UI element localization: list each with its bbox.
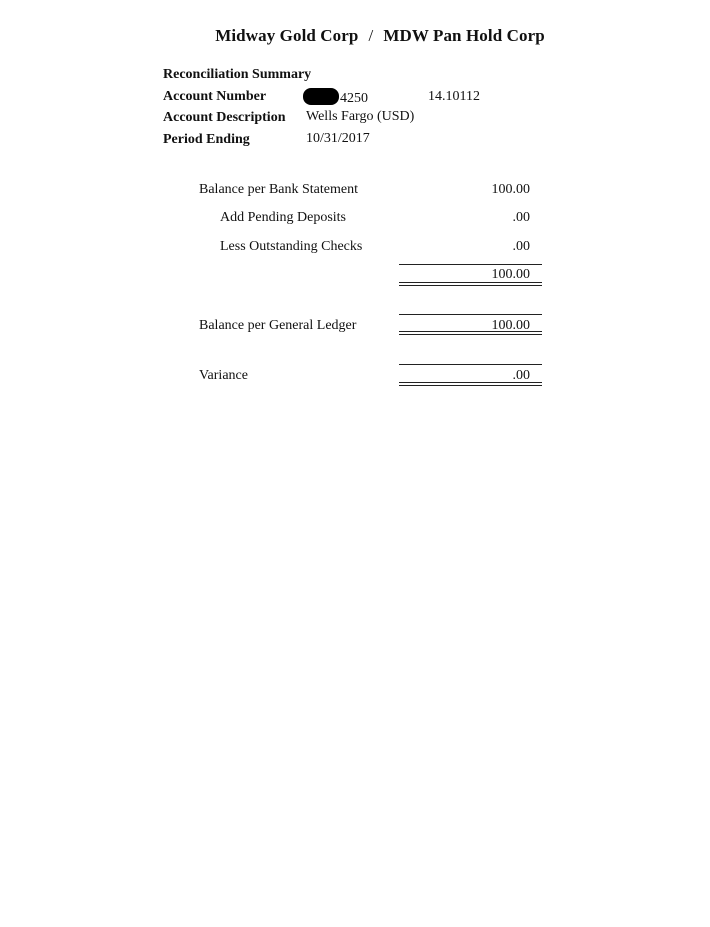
account-description-label: Account Description: [163, 110, 286, 125]
period-ending-label: Period Ending: [163, 132, 250, 147]
pending-deposits-amount: .00: [512, 210, 530, 225]
general-ledger-amount: 100.00: [491, 318, 530, 333]
outstanding-checks-amount: .00: [512, 239, 530, 254]
variance-top-rule: [399, 364, 542, 365]
total-double-rule: [399, 282, 542, 286]
pending-deposits-label: Add Pending Deposits: [220, 210, 346, 225]
subsidiary-name: MDW Pan Hold Corp: [383, 26, 545, 45]
outstanding-checks-label: Less Outstanding Checks: [220, 239, 363, 254]
variance-amount: .00: [512, 368, 530, 383]
period-ending-value: 10/31/2017: [306, 131, 370, 146]
title-separator: /: [368, 26, 374, 45]
account-number-value: [303, 88, 368, 107]
bank-statement-amount: 100.00: [491, 182, 530, 197]
variance-double-rule: [399, 382, 542, 386]
redaction-mark: [303, 88, 339, 105]
adjusted-bank-total: 100.00: [491, 267, 530, 282]
ledger-top-rule: [399, 314, 542, 315]
bank-statement-label: Balance per Bank Statement: [199, 182, 358, 197]
account-number-label: Account Number: [163, 89, 267, 104]
general-ledger-label: Balance per General Ledger: [199, 318, 357, 333]
report-title: [0, 26, 710, 46]
subtotal-rule: [399, 264, 542, 265]
account-code: 14.10112: [428, 89, 480, 104]
account-description-value: Wells Fargo (USD): [306, 109, 415, 124]
summary-heading: Reconciliation Summary: [163, 67, 312, 82]
variance-label: Variance: [199, 368, 248, 383]
account-number-suffix: 4250: [340, 91, 368, 106]
ledger-double-rule: [399, 331, 542, 335]
company-name: Midway Gold Corp: [215, 26, 359, 45]
